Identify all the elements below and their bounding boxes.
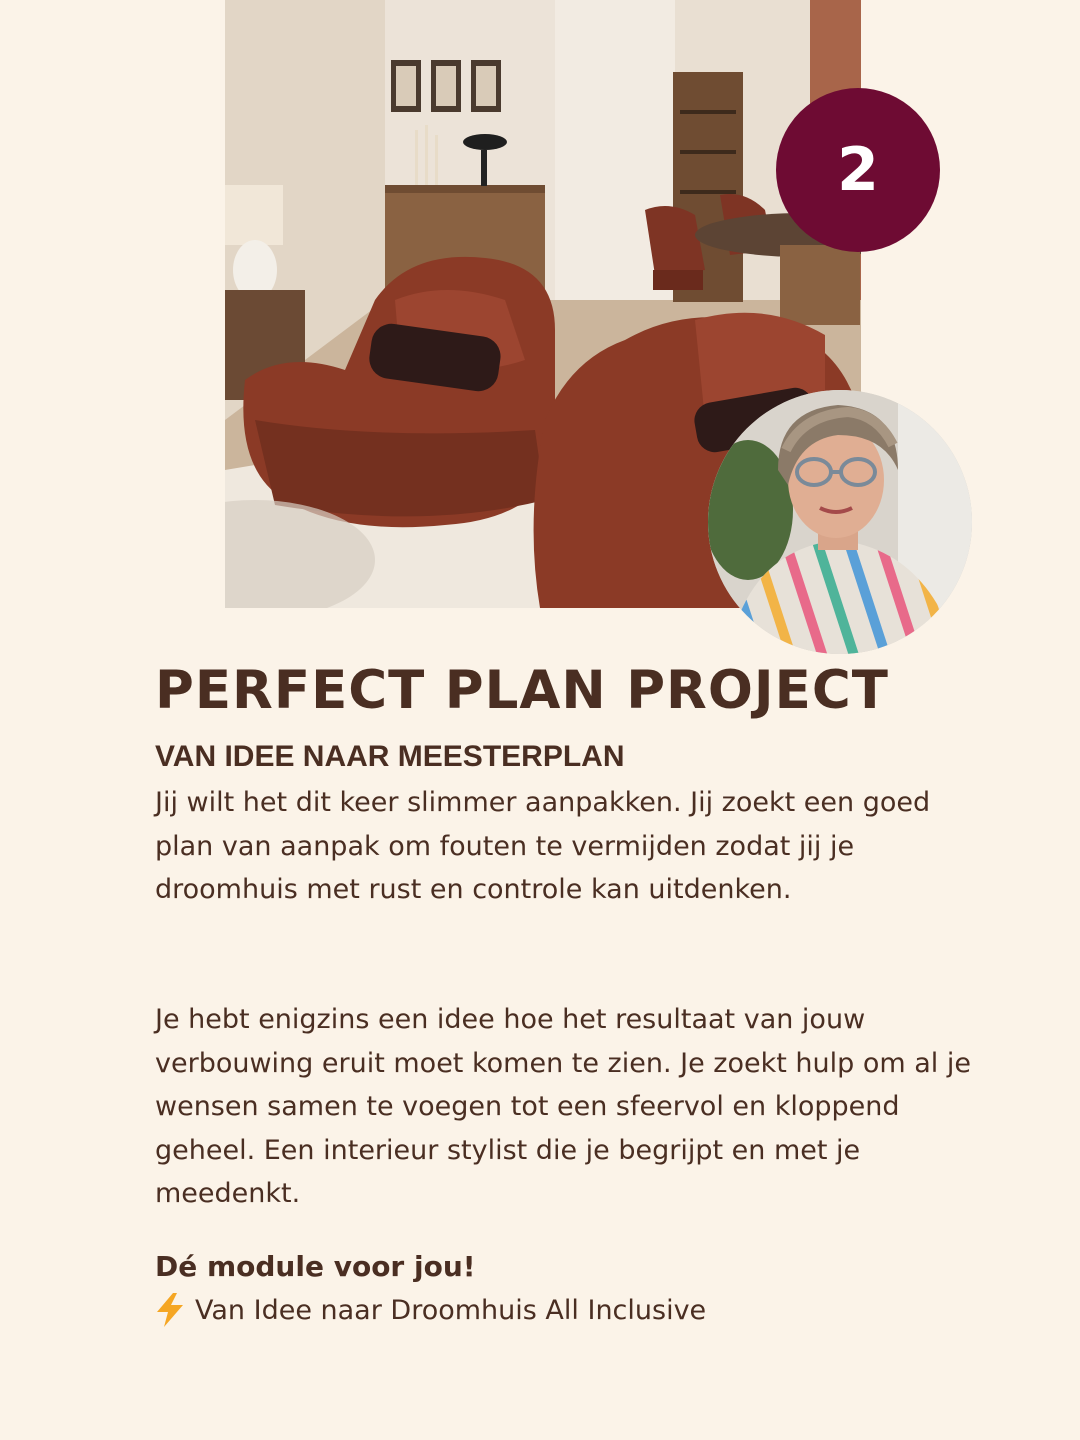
page-title: PERFECT PLAN PROJECT <box>155 660 889 721</box>
module-name: Van Idee naar Droomhuis All Inclusive <box>195 1294 707 1326</box>
intro-paragraph: Jij wilt het dit keer slimmer aanpakken. Jij zoekt een goed plan van aanpak om fouten te vermijden zodat jij je droomhuis met rust en controle kan uitdenken. <box>155 787 931 905</box>
page-subtitle: VAN IDEE NAAR MEESTERPLAN <box>155 740 625 773</box>
avatar-illustration <box>708 390 972 654</box>
step-number-badge <box>776 88 940 252</box>
step-number: 2 <box>837 135 879 205</box>
module-heading: Dé module voor jou! <box>155 1250 476 1283</box>
lightning-bolt-icon <box>155 1293 185 1327</box>
stylist-avatar <box>708 390 972 654</box>
detail-paragraph: Je hebt enigzins een idee hoe het resultaat van jouw verbouwing eruit moet komen te zien. Je zoekt hulp om al je wensen samen te voegen tot een sfeervol en kloppend geheel. Een interieur stylist die je begrijpt en met je meedenkt. <box>155 1004 971 1209</box>
module-line <box>155 1293 706 1327</box>
